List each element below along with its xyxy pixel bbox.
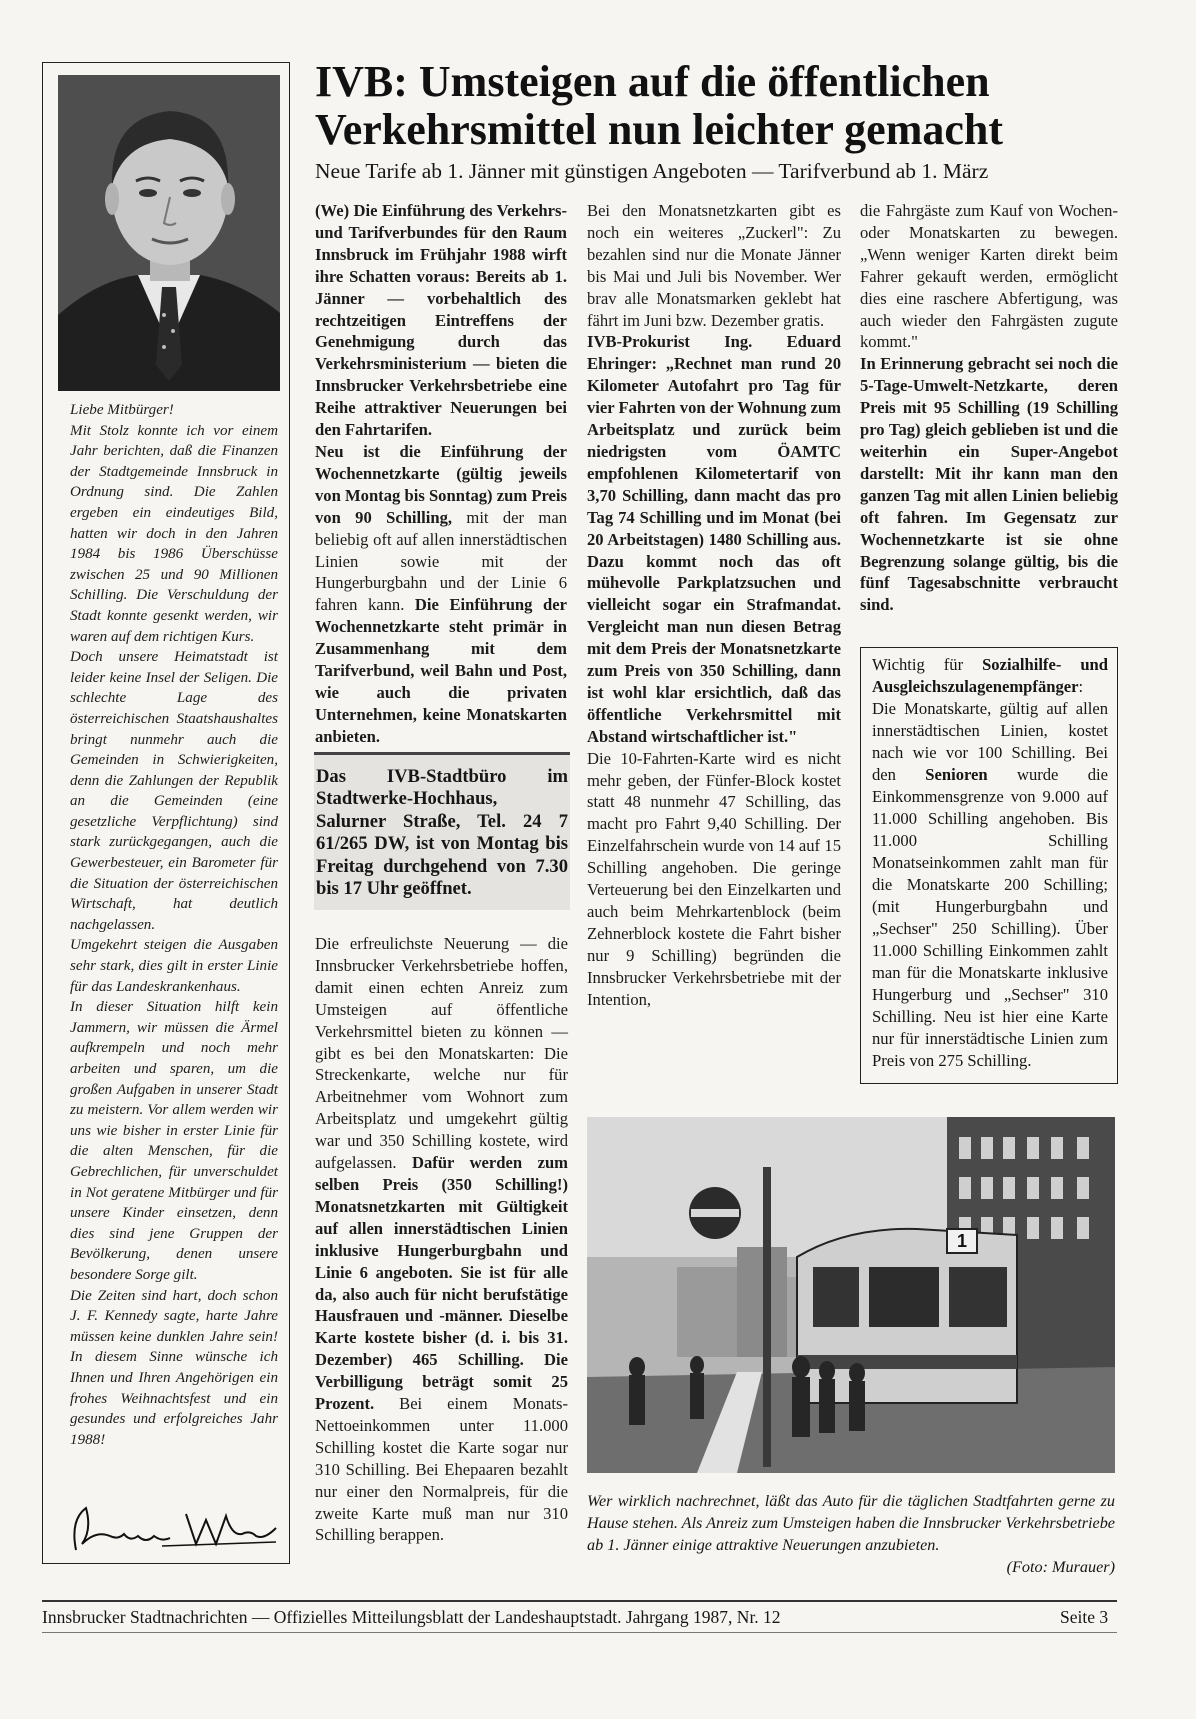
sidebox-body1: : Die Monatskarte, gültig auf allen innerstädtischen Linien, kostet nach wie vor 100 Schilling. Bei den [872,677,1108,784]
tram-route-number: 1 [956,1231,968,1251]
col3-para2: In Erinnerung gebracht sei noch die 5-Tage-Umwelt-Netzkarte, deren Preis mit 95 Schilling (19 Schilling pro Tag) gleich geblieben ist und die weiterhin ein Super-Angebot darstellt: Mit ihr kann man den ganzen Tag mit allen Linien beliebig oft fahren. Im Gegensatz zur Wochennetzkarte ist sie ohne Begrenzung solange gültig, bis die fünf Tagesabschnitte verbraucht sind. [860,354,1118,615]
column-3 [860,200,1118,616]
photo-caption-text: Wer wirklich nachrechnet, läßt das Auto für die täglichen Stadtfahrten gerne zu Hause stehen. Als Anreiz zum Umsteigen haben die Innsbrucker Verkehrsbetriebe ab 1. Jänner einige attraktive Neuerungen anzubieten. [587,1492,1115,1554]
col1b-para [315,933,568,1546]
column-1 [315,200,567,748]
col1-para2-regular: mit der man beliebig oft auf allen innerstädtischen Linien sowie mit der Hungerburgbahn und der Linie 6 fahren kann. [315,507,567,615]
article-subtitle: Neue Tarife ab 1. Jänner mit günstigen Angeboten — Tarifverbund ab 1. März [315,159,989,183]
col3-para1: die Fahrgäste zum Kauf von Wochen- oder Monatskarten zu bewegen. „Wenn weniger Karten direkt beim Fahrer gekauft werden, ermöglicht dies eine raschere Abfertigung, was auch wieder den Fahrgästen zugute kommt." [860,201,1118,352]
tram-photo-drawing [587,1117,1115,1473]
footer-publication: Innsbrucker Stadtnachrichten — Offizielles Mitteilungsblatt der Landeshauptstadt. Jahrgang 1987, Nr. 12 [42,1607,781,1627]
photo-credit: (Foto: Murauer) [1006,1558,1115,1576]
col1b-bold: Dafür werden zum selben Preis (350 Schilling!) Monatsnetzkarten mit Gültigkeit auf allen innerstädtischen Linien inklusive Hungerburgbahn und Linie 6 angeboten. Sie ist für alle da, also auch für nicht berufstätige Hausfrauen und -männer. Dieselbe Karte kostete bisher (d. i. bis 31. Dezember) 465 Schilling. Die Verbilligung beträgt somit 25 Prozent. [315,1153,568,1414]
col2-para1: Bei den Monatsnetzkarten gibt es noch ein weiteres „Zuckerl": Zu bezahlen sind nur die Monate Jänner bis Mai und Juli bis November. Wer brav alle Monatsmarken geklebt hat fährt im Juni bzw. Dezember gratis. [587,201,841,330]
col1-para2-bold: Neu ist die Einführung der Wochennetzkarte (gültig jeweils von Montag bis Sonntag) zum Preis von 90 Schilling, [315,441,567,527]
mayor-letter-text: Liebe Mitbürger! Mit Stolz konnte ich vor einem Jahr berichten, daß die Finanzen der Stadtgemeinde Innsbruck in Ordnung sind. Die Zahlen ergeben ein eindeutiges Bild, hatten wir doch in den Jahren 1984 bis 1986 Überschüsse zwischen 25 und 90 Millionen Schilling. Die Verschuldung der Stadt konnte gesenkt werden, wir waren auf dem richtigen Kurs. Doch unsere Heimatstadt ist leider keine Insel der Seligen. Die schlechte Lage des österreichischen Staatshaushaltes bringt nunmehr auch die Gemeinden in Schwierigkeiten, denn die Zahlungen der Republik an die Gemeinden (eine gesetzliche Verpflichtung) sind stark zurückgegangen, auch die Gewerbesteuer, ein Barometer für die Situation der österreichischen Wirtschaft, hat deutlich nachgelassen. Umgekehrt steigen die Ausgaben sehr stark, dies gilt in erster Linie für das Landeskrankenhaus. In dieser Situation hilft kein Jammern, wir müssen die Ärmel aufkrempeln und noch mehr arbeiten und sparen, um die großen Aufgaben in unserer Stadt zu meistern. Vor allem werden wir uns wie bisher in erster Linie für die alten Menschen, für die Gebrechlichen, für unverschuldet in Not geratene Mitbürger und für unsere Kinder einsetzen, denn dies sind jene Gruppen der Bevölkerung, denen unsere besondere Sorge gilt. Die Zeiten sind hart, doch schon J. F. Kennedy sagte, harte Jahre müssen keine dunklen Jahre sein! In diesem Sinne wünsche ich Ihnen und Ihren Angehörigen ein frohes Weihnachtsfest und ein gesundes und erfolgreiches Jahr 1988! [70,402,278,1448]
col1-para2-bold2: Die Einführung der Wochennetzkarte steht primär in Zusammenhang mit dem Tarifverbund, weil Bahn und Post, wie auch die privaten Unternehmen, keine Monatskarten anbieten. [315,595,567,746]
sidebox-seniors: Senioren [925,765,988,784]
photo-caption [587,1490,1115,1578]
social-welfare-text [872,654,1108,1072]
sidebox-intro-bold: Sozialhilfe- und Ausgleichszulagenempfänger [872,655,1109,696]
column-2 [587,200,841,1011]
tram-photo [587,1117,1115,1473]
col2-para3: Die 10-Fahrten-Karte wird es nicht mehr geben, der Fünfer-Block kostet statt 48 nunmehr 47 Schilling, das macht pro Fahrt 9,40 Schilling. Der Einzelfahrschein wurde von 14 auf 15 Schilling angehoben. Die geringe Verteuerung bei den Einzelkarten und auch beim Mehrkartenblock (beim Zehnerblock kostete die Fahrt bisher nur 9 Schilling) begründen die Innsbrucker Verkehrsbetriebe mit der Intention, [587,748,841,1009]
column-1-continued [315,933,568,1546]
footer-divider-bottom [42,1632,1117,1633]
mayor-signature [66,1500,284,1556]
sidebox-intro: Wichtig für [872,655,983,674]
col2-quote: IVB-Prokurist Ing. Eduard Ehringer: „Rechnet man rund 20 Kilometer Autofahrt pro Tag für vier Fahrten von der Wohnung zum Arbeitsplatz und zurück beim niedrigsten vom ÖAMTC empfohlenen Kilometertarif von 3,70 Schilling, dann macht das pro Tag 74 Schilling und im Monat (bei 20 Arbeitstagen) 1480 Schilling aus. Dazu kommt noch das oft mühevolle Parkplatzsuchen und vielleicht sogar ein Strafmandat. Vergleicht man nun diesen Betrag mit dem Preis der Monatsnetzkarte zum Preis von 350 Schilling, dann ist wohl klar ersichtlich, daß das öffentliche Verkehrsmittel mit Abstand wirtschaftlicher ist." [587,332,842,746]
office-info-text: Das IVB-Stadtbüro im Stadtwerke-Hochhaus, Salurner Straße, Tel. 24 7 61/265 DW, ist von Montag bis Freitag durchgehend von 7.30 bis 17 Uhr geöffnet. [316,766,568,900]
sidebox-body2: wurde die Einkommensgrenze von 9.000 auf 11.000 Schilling angehoben. Bis 11.000 Schilling Monatseinkommen zahlt man für die Monatskarte 200 Schilling; (mit Hungerburgbahn und „Sechser" 250 Schilling). Über 11.000 Schilling Einkommen zahlt man für die Monatskarte inklusive Hungerburg und „Sechser" 310 Schilling. Neu ist hier eine Karte nur für innerstädtische Linien zum Preis von 275 Schilling. [872,765,1108,1070]
col1-intro: (We) Die Einführung des Verkehrs- und Tarifverbundes für den Raum Innsbruck im Frühjahr 1988 wirft ihre Schatten voraus: Bereits ab 1. Jänner — vorbehaltlich des rechtzeitigen Eintreffens der Genehmigung durch das Verkehrsministerium — bieten die Innsbrucker Verkehrsbetriebe eine Reihe attraktiver Neuerungen bei den Fahrtarifen. [315,201,567,440]
col1-para2 [315,441,567,748]
portrait-drawing [58,75,280,391]
col1b-end: Bei einem Monats-Nettoeinkommen unter 11.000 Schilling kostet die Karte sogar nur 310 Schilling. Bei Ehepaaren bezahlt nur einer den Normalpreis, für die zweite Karte muß man nur 310 Schilling berappen. [315,1394,568,1545]
mayor-portrait [58,75,280,391]
footer-divider [42,1600,1117,1602]
col1b-regular: Die erfreulichste Neuerung — die Innsbrucker Verkehrsbetriebe hoffen, damit einen echten Anreiz zum Umsteigen auf öffentliche Verkehrsmittel bieten zu können — gibt es bei den Monatskarten: Die Streckenkarte, welche nur für Arbeitnehmer vom Wohnort zum Arbeitsplatz und umgekehrt gültig war und 350 Schilling kostete, wird aufgelassen. [315,934,568,1173]
footer-page-number: Seite 3 [1060,1607,1109,1627]
article-title: IVB: Umsteigen auf die öffentlichen Verkehrsmittel nun leichter gemacht [315,57,1003,154]
